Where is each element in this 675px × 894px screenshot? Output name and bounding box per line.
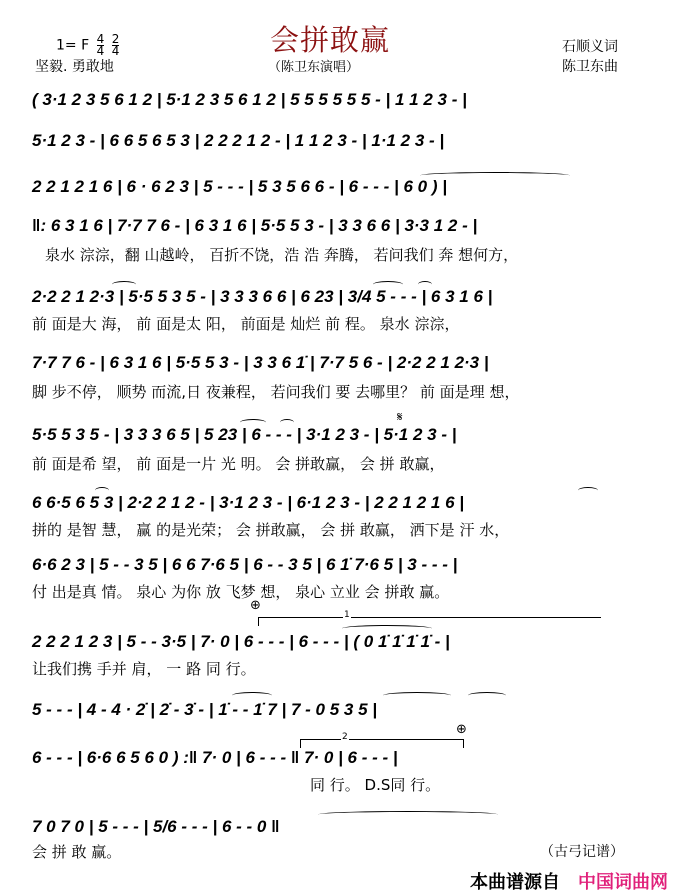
volta-bracket-2: 2: [300, 739, 464, 748]
tie-mark: [342, 625, 432, 632]
score-line-5: 2·2 2 1 2·3 | 5·5 5 3 5 - | 3 3 3 6 6 | 6 23 | 3/4 5 - - - | 6 3 1 6 |: [32, 287, 493, 306]
lyric-line-9: 付 出是真 情。 泉心 为你 放 飞梦 想， 泉心 立业 会 拼敢 赢。: [32, 583, 450, 601]
song-title: 会拼敢赢: [270, 23, 391, 57]
score-line-2: 5·1 2 3 - | 6 6 5 6 5 3 | 2 2 2 1 2 - | 1 1 2 3 - | 1·1 2 3 - |: [32, 131, 445, 150]
key-signature: [56, 34, 119, 57]
score-line-3: 2 2 1 2 1 6 | 6 · 6 2 3 | 5 - - - | 5 3 5 6 6 - | 6 - - - | 6 0 ) |: [32, 177, 447, 196]
tempo-expression: 坚毅. 勇敢地: [35, 59, 114, 75]
slur-mark: [468, 692, 506, 699]
segno-icon: 𝄋: [397, 410, 403, 425]
score-line-8: 6 6·5 6 5 3 | 2·2 2 1 2 - | 3·1 2 3 - | 6·1 2 3 - | 2 2 1 2 1 6 |: [32, 493, 465, 512]
score-line-9: 6·6 2 3 | 5 - - 3 5 | 6 6 7·6 5 | 6 - - 3 5 | 6 1̇ 7·6 5 | 3 - - - |: [32, 555, 458, 574]
score-line-7: 5·5 5 3 5 - | 3 3 3 6 5 | 5 23 | 6 - - - | 3·1 2 3 - | 5·1 2 3 - |: [32, 425, 457, 444]
score-line-1: ( 3·1 2 3 5 6 1 2 | 5·1 2 3 5 6 1 2 | 5 5 5 5 5 5 - | 1 1 2 3 - |: [32, 90, 467, 109]
lyric-line-7: 前 面是希 望， 前 面是一片 光 明。 会 拼敢赢， 会 拼 敢赢，: [32, 455, 445, 473]
lyricist-credit: 石顺义词: [562, 39, 618, 55]
key-label: 1= F: [56, 37, 90, 54]
score-line-13: 7 0 7 0 | 5 - - - | 5/6 - - - | 6 - - 0 ‖: [32, 817, 280, 836]
transcriber-credit: （古弓记谱）: [540, 844, 624, 860]
lyric-line-4: 泉水 淙淙，翻 山越岭， 百折不饶，浩 浩 奔腾， 若问我们 奔 想何方，: [45, 246, 519, 264]
time-signature-4-4: $\frac{4}{4}$: [96, 32, 105, 58]
source-label: 本曲谱源自: [470, 872, 560, 893]
coda-icon: ⊕: [456, 722, 467, 737]
lyric-line-6: 脚 步不停， 顺势 而流,日 夜兼程， 若问我们 要 去哪里？ 前 面是理 想，: [32, 383, 520, 401]
lyric-line-12: 同 行。 D.S同 行。: [310, 776, 441, 794]
singer-credit: （陈卫东演唱）: [268, 60, 360, 75]
lyric-line-13: 会 拼 敢 赢。: [32, 843, 122, 861]
score-line-11: 5 - - - | 4 - 4 · 2̇ | 2̇ - 3̇ - | 1̇ - - 1̇ 7 | 7 - 0 5 3 5 |: [32, 700, 378, 719]
source-site-link[interactable]: 中国词曲网: [578, 872, 668, 893]
lyric-line-8: 拼的 是智 慧， 赢 的是光荣； 会 拼敢赢， 会 拼 敢赢， 洒下是 汗 水，: [32, 521, 510, 539]
score-line-6: 7·7 7 6 - | 6 3 1 6 | 5·5 5 3 - | 3 3 6 1̇ | 7·7 5 6 - | 2·2 2 1 2·3 |: [32, 353, 489, 372]
composer-credit: 陈卫东曲: [562, 59, 618, 75]
lyric-line-10: 让我们携 手并 肩， 一 路 同 行。: [32, 660, 256, 678]
time-signature-2-4: $\frac{2}{4}$: [111, 32, 120, 58]
volta-bracket-1: 1: [258, 617, 601, 626]
lyric-line-5: 前 面是大 海， 前 面是太 阳， 前面是 灿烂 前 程。 泉水 淙淙，: [32, 315, 460, 333]
slur-mark: [232, 692, 272, 699]
score-line-4: ‖: 6 3 1 6 | 7·7 7 6 - | 6 3 1 6 | 5·5 5 3 - | 3 3 6 6 | 3·3 1 2 - |: [32, 216, 478, 235]
score-line-10: 2 2 2 1 2 3 | 5 - - 3·5 | 7· 0 | 6 - - - | 6 - - - | ( 0 1̇ 1̇ 1̇ 1̇ - |: [32, 632, 450, 651]
slur-mark: [383, 692, 451, 699]
coda-icon: ⊕: [250, 598, 261, 613]
score-line-12: 6 - - - | 6·6 6 5 6 0 ) :‖ 7· 0 | 6 - - - ‖ 7· 0 | 6 - - - |: [32, 748, 398, 767]
